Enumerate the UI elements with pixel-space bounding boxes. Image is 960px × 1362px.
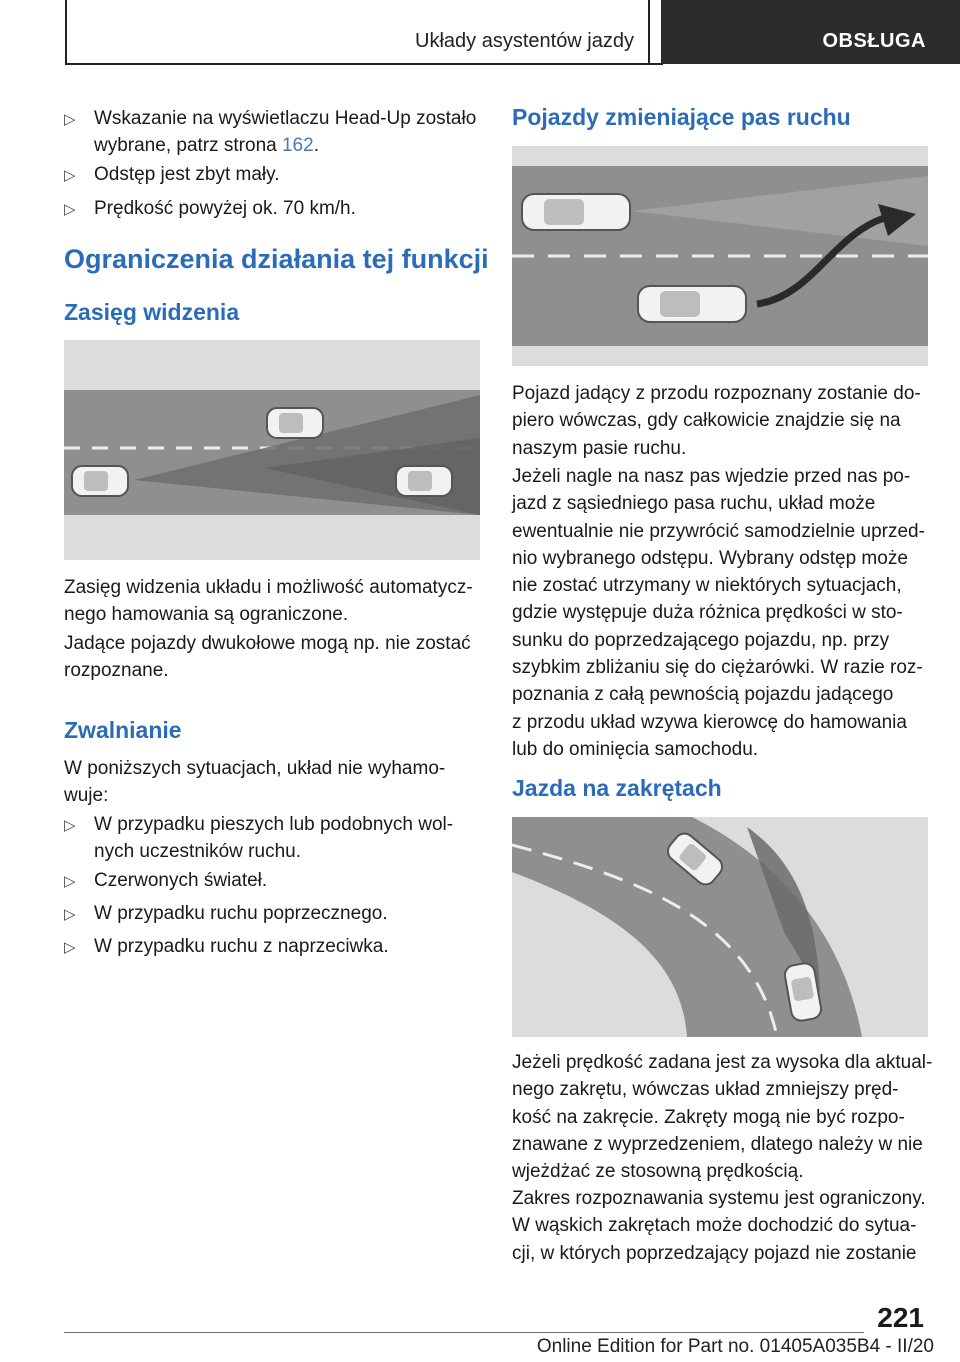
- paragraph-lane-1: Pojazd jadący z przodu rozpoznany zostanie do- piero wówczas, gdy całkowicie znajdzie się na naszym pasie ruchu.: [512, 383, 921, 459]
- list-item-text: Prędkość powyżej ok. 70 km/h.: [94, 198, 356, 219]
- triangle-bullet-icon: ▷: [64, 817, 76, 834]
- heading-limits: Ograniczenia działania tej funkcji: [64, 244, 489, 274]
- paragraph-two-wheelers: Jadące pojazdy dwukołowe mogą np. nie zostać rozpoznane.: [64, 633, 471, 682]
- page-reference-link[interactable]: 162: [281, 135, 314, 156]
- lane-change-illustration: [512, 146, 928, 366]
- section-tab[interactable]: [661, 0, 960, 64]
- list-item-text: wybrane, patrz strona: [94, 135, 282, 156]
- paragraph-braking: W poniższych sytuacjach, układ nie wyhamo- wuje:: [64, 758, 446, 807]
- page-number: 221: [877, 1302, 924, 1333]
- header-rule-bottom: [65, 63, 663, 65]
- triangle-bullet-icon: ▷: [64, 939, 76, 956]
- triangle-bullet-icon: ▷: [64, 167, 76, 184]
- edition-info: Online Edition for Part no. 01405A035B4 - II/20: [536, 1336, 934, 1357]
- range-of-vision-illustration: [64, 340, 480, 560]
- triangle-bullet-icon: ▷: [64, 111, 76, 128]
- list-item-text: Odstęp jest zbyt mały.: [94, 164, 280, 185]
- list-item-text: Czerwonych świateł.: [94, 870, 268, 891]
- heading-lane-change: Pojazdy zmieniające pas ruchu: [512, 104, 851, 130]
- paragraph-curves-2: Zakres rozpoznawania systemu jest ograniczony. W wąskich zakrętach może dochodzić do sytua- cji, w których poprzedzający pojazd nie zostanie: [512, 1188, 926, 1264]
- list-item-text: W przypadku pieszych lub podobnych wol-: [94, 814, 454, 835]
- triangle-bullet-icon: ▷: [64, 201, 76, 218]
- section-tab-label: OBSŁUGA: [822, 30, 926, 52]
- car-icon: [72, 466, 128, 496]
- footer-rule: [64, 1332, 864, 1333]
- car-icon: [638, 286, 746, 322]
- list-item-text: Wskazanie na wyświetlaczu Head-Up zostało: [94, 108, 477, 129]
- triangle-bullet-icon: ▷: [64, 873, 76, 890]
- paragraph-lane-2: Jeżeli nagle na nasz pas wjedzie przed nas po- jazd z sąsiedniego pasa ruchu, układ może ewentualnie nie przywrócić samodzielnie uprzed- nio wybranego odstępu. Wybrany odstęp może nie zostać utrzymany w niektórych sytuacjach, gdzie występuje duża różnica prędkości w sto- sunku do poprzedzającego pojazdu, np. przy szybkim zbliżaniu się do ciężarówki. W razie roz- poznania z całą pewnością pojazdu jadącego z przodu układ wzywa kierowcę do hamowania lub do ominięcia samochodu.: [512, 466, 925, 760]
- car-icon: [267, 408, 323, 438]
- header-rule-divider: [648, 0, 650, 65]
- curve-driving-illustration: [512, 817, 928, 1037]
- heading-curves: Jazda na zakrętach: [512, 775, 722, 801]
- list-item-text: nych uczestników ruchu.: [94, 841, 301, 862]
- chapter-title: Układy asystentów jazdy: [415, 30, 634, 52]
- subheading-range: Zasięg widzenia: [64, 299, 240, 325]
- car-icon: [522, 194, 630, 230]
- list-item-text: .: [313, 135, 319, 156]
- paragraph-range: Zasięg widzenia układu i możliwość automatycz- nego hamowania są ograniczone.: [64, 577, 473, 626]
- car-icon: [396, 466, 452, 496]
- list-item-text: W przypadku ruchu z naprzeciwka.: [94, 936, 389, 957]
- header-rule-left: [65, 0, 67, 65]
- paragraph-curves-1: Jeżeli prędkość zadana jest za wysoka dla aktual- nego zakrętu, wówczas układ zmniejszy pręd- kość na zakręcie. Zakręty mogą nie być rozpo- znawane z wyprzedzeniem, dlatego należy w nie wjeżdżać ze stosowną prędkością.: [512, 1052, 933, 1183]
- triangle-bullet-icon: ▷: [64, 906, 76, 923]
- subheading-braking: Zwalnianie: [64, 717, 182, 743]
- list-item-text: W przypadku ruchu poprzecznego.: [94, 903, 388, 924]
